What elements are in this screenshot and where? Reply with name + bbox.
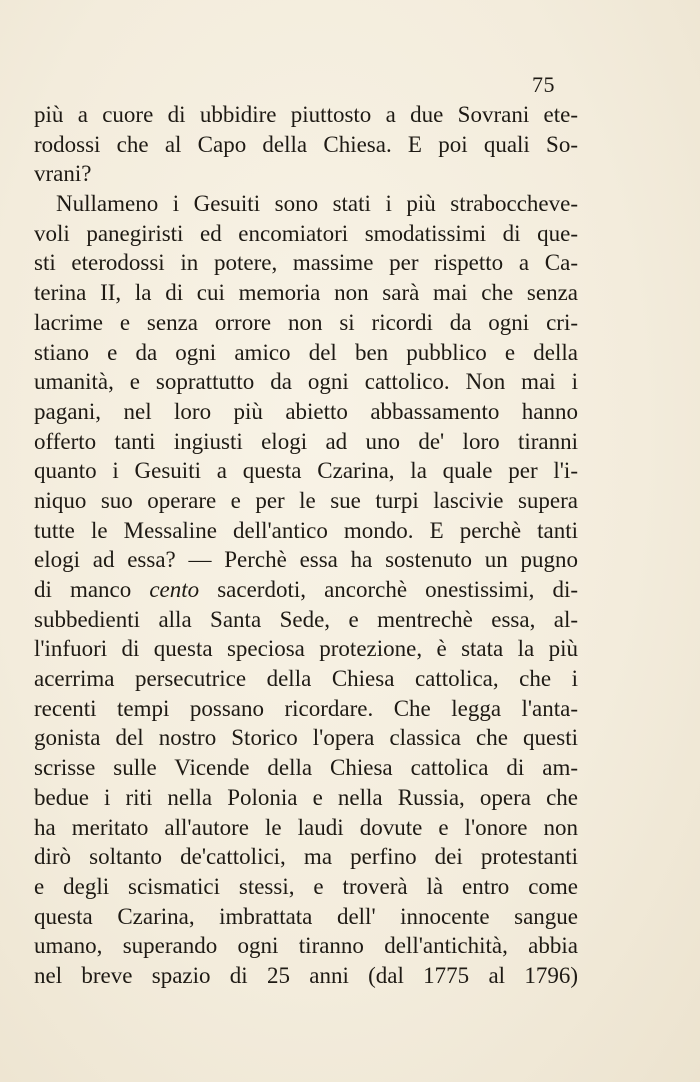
text-line: acerrima persecutrice della Chiesa cattolica, che i — [34, 666, 578, 692]
text-segment: di manco — [34, 577, 132, 602]
text-line: nel breve spazio di 25 anni (dal 1775 al 1796) — [34, 962, 578, 988]
text-line: gonista del nostro Storico l'opera classica che questi — [34, 725, 578, 751]
text-line: stiano e da ogni amico del ben pubblico e della — [34, 339, 578, 365]
text-line: tutte le Messaline dell'antico mondo. E perchè tanti — [34, 517, 578, 543]
page-number: 75 — [532, 72, 555, 97]
text-line: ha meritato all'autore le laudi dovute e l'onore non — [34, 814, 578, 840]
text-line: umanità, e soprattutto da ogni cattolico. Non mai i — [34, 369, 578, 395]
text-line: vrani? — [34, 161, 92, 187]
text-line: rodossi che al Capo della Chiesa. E poi quali So- — [34, 131, 578, 157]
text-line: bedue i riti nella Polonia e nella Russia, opera che — [34, 784, 578, 810]
text-line: questa Czarina, imbrattata dell' innocente sangue — [34, 903, 578, 929]
text-line: Nullameno i Gesuiti sono stati i più straboccheve- — [56, 191, 578, 217]
text-segment: sacerdoti, ancorchè onestissimi, di- — [217, 577, 578, 602]
text-line: l'infuori di questa speciosa protezione, è stata la più — [34, 636, 578, 662]
body-text — [34, 100, 578, 991]
italic-word: cento — [149, 577, 200, 602]
text-line: recenti tempi possano ricordare. Che legga l'anta- — [34, 695, 578, 721]
text-line: umano, superando ogni tiranno dell'antichità, abbia — [34, 933, 578, 959]
text-line: quanto i Gesuiti a questa Czarina, la quale per l'i- — [34, 458, 578, 484]
text-line: elogi ad essa? — Perchè essa ha sostenuto un pugno — [34, 547, 578, 573]
text-line: più a cuore di ubbidire piuttosto a due Sovrani ete- — [34, 102, 578, 127]
text-line: subbedienti alla Santa Sede, e mentrechè essa, al- — [34, 606, 578, 632]
text-line: lacrime e senza orrore non si ricordi da ogni cri- — [34, 309, 578, 335]
text-line: voli panegiristi ed encomiatori smodatissimi di que- — [34, 220, 578, 246]
text-line: dirò soltanto de'cattolici, ma perfino dei protestanti — [34, 844, 578, 870]
text-line: terina II, la di cui memoria non sarà mai che senza — [34, 280, 578, 306]
text-line: sti eterodossi in potere, massime per rispetto a Ca- — [34, 250, 578, 276]
text-line: niquo suo operare e per le sue turpi lascivie supera — [34, 487, 578, 513]
text-line: e degli scismatici stessi, e troverà là entro come — [34, 873, 578, 899]
text-line: pagani, nel loro più abietto abbassamento hanno — [34, 398, 578, 424]
text-line — [34, 575, 578, 605]
text-line: scrisse sulle Vicende della Chiesa cattolica di am- — [34, 755, 578, 781]
text-line: offerto tanti ingiusti elogi ad uno de' loro tiranni — [34, 428, 578, 454]
